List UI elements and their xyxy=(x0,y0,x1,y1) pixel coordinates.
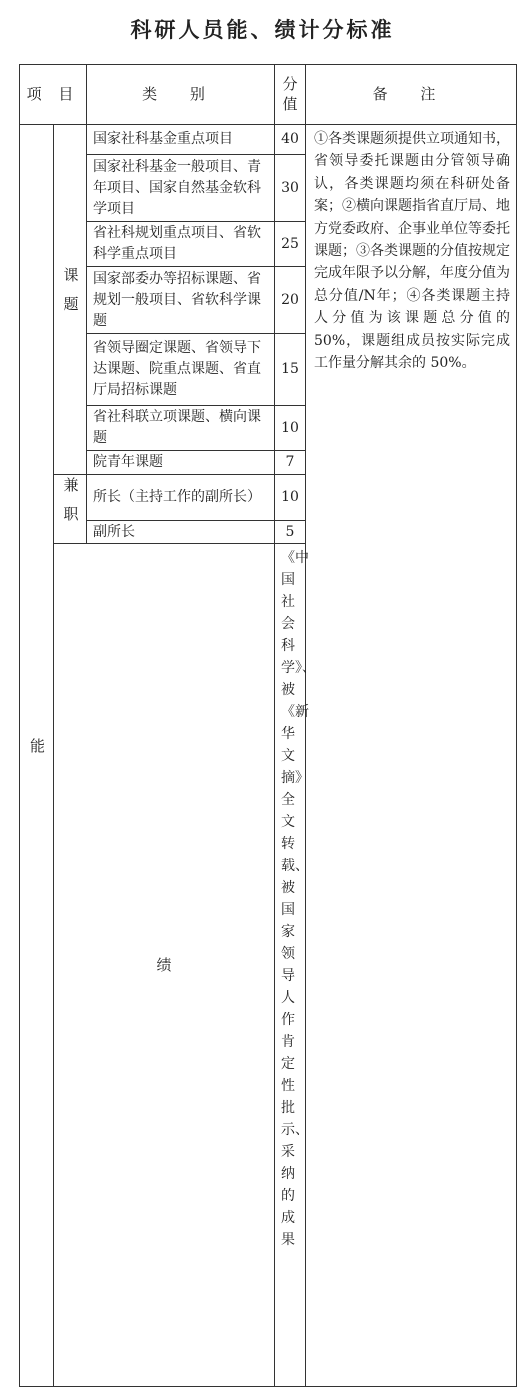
header-item: 项 目 xyxy=(20,65,87,125)
category-cell: 国家社科基金重点项目 xyxy=(87,125,275,155)
note-neng: ①各类课题须提供立项通知书，省领导委托课题由分管领导确认，各类课题均须在科研处备案；②横向课题指省直厅局、地方党委政府、企事业单位等委托课题；③各类课题的分值按规定完成年限予以分解，年度分值为总分值/N年；④各类课题主持人分值为该课题总分值的 50%，课题组成员按实际完成工作量分解其余的 50%。 xyxy=(306,125,517,1387)
section-neng: 能 xyxy=(20,125,54,1387)
group-keti: 课题 xyxy=(54,125,87,475)
score-cell: 10 xyxy=(275,475,306,521)
category-cell: 院青年课题 xyxy=(87,451,275,475)
group-jianzhi: 兼职 xyxy=(54,475,87,544)
header-category: 类 别 xyxy=(87,65,275,125)
category-cell: 省社科联立项课题、横向课题 xyxy=(87,406,275,451)
score-cell: 7 xyxy=(275,451,306,475)
score-cell: 40 xyxy=(275,125,306,155)
score-cell: 15 xyxy=(275,334,306,406)
score-cell: 10 xyxy=(275,406,306,451)
category-cell: 所长（主持工作的副所长） xyxy=(87,475,275,521)
score-cell: 25 xyxy=(275,222,306,267)
category-cell: 省社科规划重点项目、省软科学重点项目 xyxy=(87,222,275,267)
category-cell: 《中国社会科学》、被《新华文摘》全文转载、被国家领导人作肯定性批示、采纳的成果 xyxy=(275,544,306,1387)
category-cell: 国家部委办等招标课题、省规划一般项目、省软科学课题 xyxy=(87,267,275,334)
score-cell: 5 xyxy=(275,521,306,544)
header-note: 备 注 xyxy=(306,65,517,125)
section-ji: 绩 xyxy=(54,544,275,1387)
scoring-table xyxy=(19,64,517,1387)
header-score: 分值 xyxy=(275,65,306,125)
category-cell: 国家社科基金一般项目、青年项目、国家自然基金软科学项目 xyxy=(87,155,275,222)
page-title: 科研人员能、绩计分标准 xyxy=(130,18,395,42)
category-cell: 副所长 xyxy=(87,521,275,544)
header-row xyxy=(20,65,517,125)
score-cell: 30 xyxy=(275,155,306,222)
score-cell: 20 xyxy=(275,267,306,334)
category-cell: 省领导圈定课题、省领导下达课题、院重点课题、省直厅局招标课题 xyxy=(87,334,275,406)
table-row xyxy=(20,125,517,155)
